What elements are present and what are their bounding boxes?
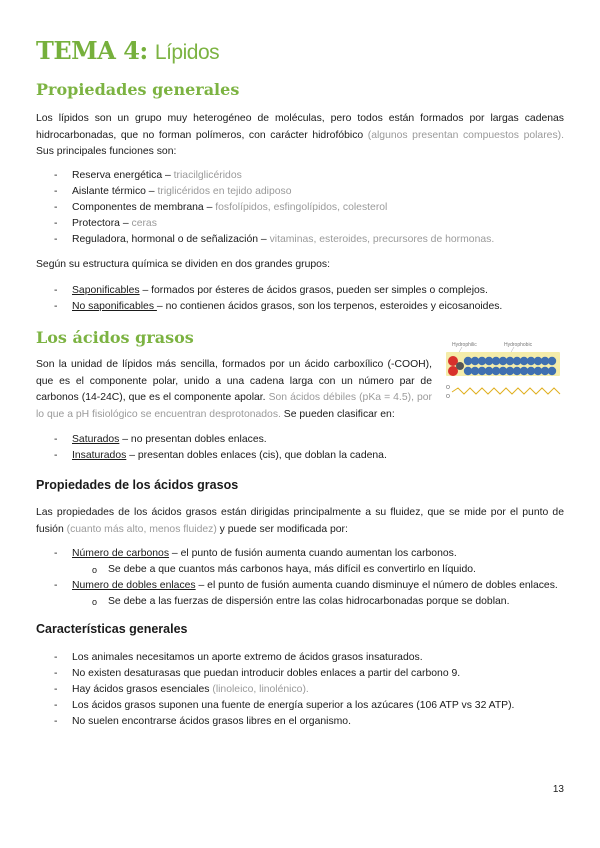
chain-bead (548, 367, 556, 375)
intro-text-b: Sus principales funciones son: (36, 146, 177, 157)
carbon-atom (456, 362, 464, 370)
list-item: - Saturados – no presentan dobles enlaces. (36, 432, 576, 448)
intro-paragraph (36, 111, 564, 161)
sub-list-item: o Se debe a que cuantos más carbonos haya, más difícil es convertirlo en líquido. (36, 562, 576, 578)
fatty-acid-figure (440, 338, 564, 408)
heading-propiedades-acidos: Propiedades de los ácidos grasos (36, 478, 239, 492)
list-item: - No existen desaturasas que puedan introducir dobles enlaces a partir del carbono 9. (36, 666, 576, 682)
sub-list-item: o Se debe a las fuerzas de dispersión entre las colas hidrocarbonadas porque se doblan. (36, 594, 576, 610)
list-item: - No saponificables – no contienen ácidos grasos, son los terpenos, esteroides y eicosanoides. (36, 299, 576, 315)
list-item: - Componentes de membrana – fosfolípidos, esfingolípidos, colesterol (36, 200, 576, 216)
intro-text-grey: (algunos presentan compuestos polares). (367, 129, 564, 141)
figure-label-hydrophilic: Hydrophilic (452, 342, 477, 348)
list-item: - Reguladora, hormonal o de señalización – vitaminas, esteroides, precursores de hormonas. (36, 232, 576, 248)
list-item: - Saponificables – formados por ésteres de ácidos grasos, pueden ser simples o complejos. (36, 283, 576, 299)
list-item: - No suelen encontrarse ácidos grasos libres en el organismo. (36, 714, 576, 730)
list-item: - Protectora – ceras (36, 216, 576, 232)
heading-caracteristicas: Características generales (36, 622, 188, 636)
list-item: - Los ácidos grasos suponen una fuente de energía superior a los azúcares (106 ATP vs 32 ATP). (36, 698, 576, 714)
chain-bead (548, 357, 556, 365)
list-item: - Hay ácidos grasos esenciales (linoleico, linolénico). (36, 682, 576, 698)
list-item: - Número de carbonos – el punto de fusión aumenta cuando aumentan los carbonos. (36, 546, 576, 562)
types-list (36, 432, 576, 464)
acidos-grasos-paragraph: Son la unidad de lípidos más sencilla, formados por un ácido carboxílico (-COOH), que es el componente polar, unido a una cadena larga con un número par de carbonos (14-24C), que es el componente apolar. Son ácidos débiles (pKa = 4.5), por lo que a pH fisiológico se encuentran desprotonados. Se pueden clasificar en: (36, 359, 432, 420)
list-item: - Numero de dobles enlaces – el punto de fusión aumenta cuando disminuye el número de dobles enlaces. (36, 578, 576, 594)
propiedades-paragraph: Las propiedades de los ácidos grasos están dirigidas principalmente a su fluidez, que se mide por el punto de fusión (cuanto más alto, menos fluidez) y puede ser modificada por: (36, 507, 564, 535)
figure-label-hydrophobic: Hydrophobic (504, 342, 533, 348)
figure-zigzag-chain (452, 388, 560, 394)
functions-list (36, 168, 576, 248)
structure-intro: Según su estructura química se dividen en dos grandes grupos: (36, 259, 331, 270)
heading-acidos-grasos: Los ácidos grasos (36, 328, 194, 347)
page-number: 13 (552, 784, 564, 795)
title-text: Lípidos (154, 41, 220, 64)
svg-text:O: O (446, 385, 450, 391)
svg-text:O: O (446, 394, 450, 400)
list-item: - Reserva energética – triacilglicéridos (36, 168, 576, 184)
list-item: - Insaturados – presentan dobles enlaces (cis), que doblan la cadena. (36, 448, 576, 464)
propiedades-list (36, 546, 576, 610)
heading-propiedades-generales: Propiedades generales (36, 80, 240, 99)
title-prefix: TEMA 4: (36, 36, 148, 65)
list-item: - Los animales necesitamos un aporte extremo de ácidos grasos insaturados. (36, 650, 576, 666)
intro-text-a: Los lípidos son un grupo muy heterogéneo de moléculas, pero todos están formados por largas cadenas hidrocarbonadas, que no forman polímeros, con carácter hidrofóbico (36, 113, 564, 141)
groups-list (36, 283, 576, 315)
page-title (36, 36, 219, 65)
caracteristicas-list (36, 650, 576, 730)
list-item: - Aislante térmico – triglicéridos en tejido adiposo (36, 184, 576, 200)
